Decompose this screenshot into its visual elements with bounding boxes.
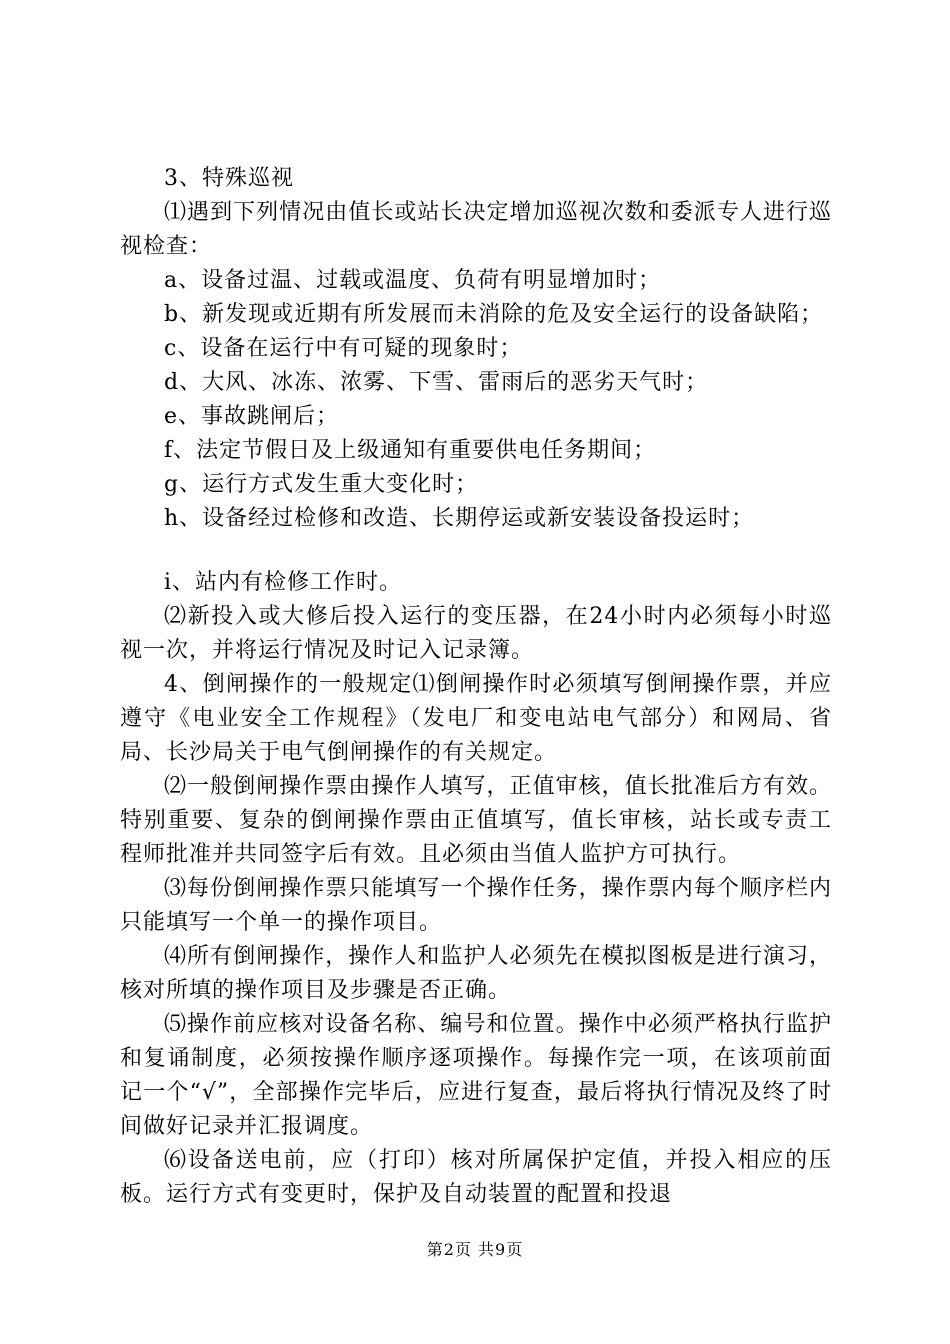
document-body (120, 162, 832, 1212)
list-item-i: i、站内有检修工作时。 (164, 570, 403, 595)
paragraph-ticket-scope: ⑶每份倒闸操作票只能填写一个操作任务，操作票内每个顺序栏内只能填写一个单一的操作项目。 (120, 876, 832, 935)
paragraph-patrol-conditions: ⑴遇到下列情况由值长或站长决定增加巡视次数和委派专人进行巡视检查： (120, 200, 832, 259)
list-item-d: d、大风、冰冻、浓雾、下雪、雷雨后的恶劣天气时； (164, 370, 709, 395)
list-item-c: c、设备在运行中有可疑的现象时； (164, 336, 523, 361)
paragraph-power-on-check: ⑹设备送电前，应（打印）核对所属保护定值，并投入相应的压板。运行方式有变更时，保护及自动装置的配置和投退 (120, 1148, 832, 1207)
paragraph-transformer-patrol: ⑵新投入或大修后投入运行的变压器，在24小时内必须每小时巡视一次，并将运行情况及时记入记录簿。 (120, 604, 832, 663)
heading-special-patrol: 3、特殊巡视 (164, 166, 294, 191)
paragraph-simulation-drill: ⑷所有倒闸操作，操作人和监护人必须先在模拟图板是进行演习，核对所填的操作项目及步骤是否正确。 (120, 944, 832, 1003)
paragraph-switching-rules: 4、倒闸操作的一般规定⑴倒闸操作时必须填写倒闸操作票，并应遵守《电业安全工作规程》（发电厂和变电站电气部分）和网局、省局、长沙局关于电气倒闸操作的有关规定。 (120, 672, 832, 765)
paragraph-operation-check: ⑸操作前应核对设备名称、编号和位置。操作中必须严格执行监护和复诵制度，必须按操作顺序逐项操作。每操作完一项，在该项前面记一个“√”，全部操作完毕后，应进行复查，最后将执行情况及终了时间做好记录并汇报调度。 (120, 1012, 832, 1139)
list-item-f: f、法定节假日及上级通知有重要供电任务期间； (164, 438, 657, 463)
page-number-footer: 第2页 共9页 (426, 1240, 524, 1259)
list-item-h: h、设备经过检修和改造、长期停运或新安装设备投运时； (164, 506, 755, 531)
list-item-b: b、新发现或近期有所发展而未消除的危及安全运行的设备缺陷； (164, 302, 824, 327)
list-item-g: g、运行方式发生重大变化时； (164, 472, 479, 497)
list-item-a: a、设备过温、过载或温度、负荷有明显增加时； (164, 268, 662, 293)
list-item-e: e、事故跳闸后； (164, 404, 340, 429)
paragraph-ticket-approval: ⑵一般倒闸操作票由操作人填写，正值审核，值长批准后方有效。特别重要、复杂的倒闸操作票由正值填写，值长审核，站长或专责工程师批准并共同签字后有效。且必须由当值人监护方可执行。 (120, 774, 832, 867)
